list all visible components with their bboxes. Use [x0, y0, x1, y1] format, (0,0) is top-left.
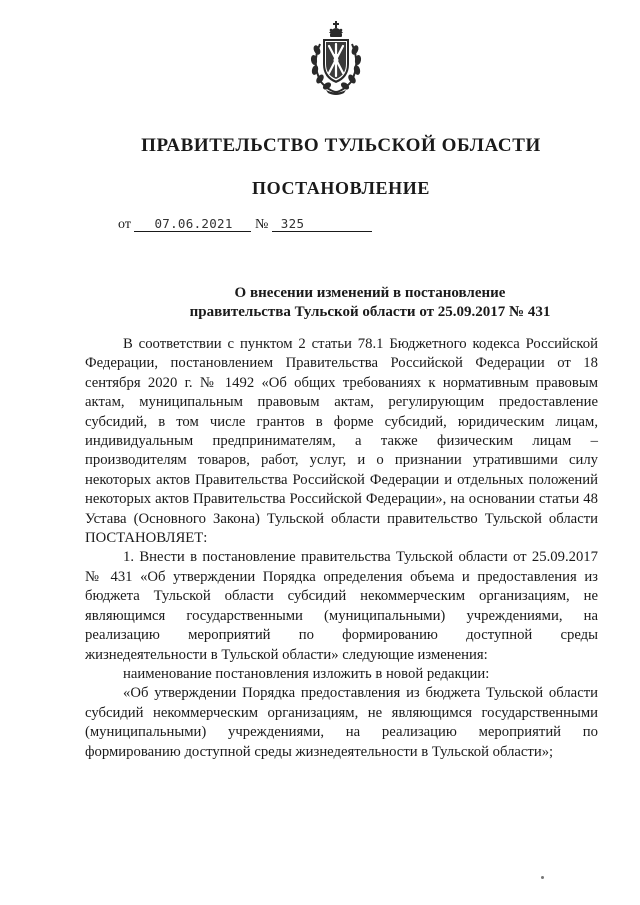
number-label: № [254, 217, 269, 232]
date-value: 07.06.2021 [134, 216, 251, 232]
preamble-paragraph: В соответствии с пунктом 2 статьи 78.1 Бюджетного кодекса Российской Федерации, постановлением Правительства Российской Федерации от 18 сентября 2020 г. № 1492 «Об общих требованиях к нормативным правовым актам, муниципальным правовым актам, регулирующим предоставление субсидий, в том числе грантов в форме субсидий, юридическим лицам, индивидуальным предпринимателям, а также физическим лицам – производителям товаров, работ, услуг, и о признании утратившими силу некоторых актов Правительства Российской Федерации и отдельных положений некоторых актов Правительства Российской Федерации», на основании статьи 48 Устава (Основного Закона) Тульской области правительство Тульской области ПОСТАНОВЛЯЕТ: [85, 336, 598, 547]
item-1-paragraph: 1. Внести в постановление правительства Тульской области от 25.09.2017 № 431 «Об утверждении Порядка определения объема и предоставления из бюджета Тульской области субсидий некоммерческим организациям, не являющимся государственными (муниципальными) учреждениями, на реализацию мероприятий по формированию доступной среды жизнедеятельности в Тульской области» следующие изменения: [85, 549, 598, 663]
document-heading [100, 284, 640, 322]
registration-line [118, 216, 372, 233]
date-label: от [118, 217, 131, 232]
scan-artifact [541, 876, 544, 879]
document-type: ПОСТАНОВЛЕНИЕ [252, 178, 430, 198]
heading-line-1: О внесении изменений в постановление [234, 285, 506, 301]
heading-line-2: правительства Тульской области от 25.09.2017 № 431 [189, 304, 551, 320]
amendment-text-paragraph: «Об утверждении Порядка предоставления из бюджета Тульской области субсидий некоммерческим организациям, не являющимся государственными (муниципальными) учреждениями, на реализацию мероприятий по формированию доступной среды жизнедеятельности в Тульской области»; [85, 685, 598, 760]
document-body [85, 335, 598, 762]
amendment-intro-paragraph: наименование постановления изложить в новой редакции: [123, 665, 490, 682]
government-title: ПРАВИТЕЛЬСТВО ТУЛЬСКОЙ ОБЛАСТИ [141, 135, 541, 156]
number-value: 325 [272, 216, 372, 232]
tula-region-coat-of-arms-icon [309, 20, 363, 96]
